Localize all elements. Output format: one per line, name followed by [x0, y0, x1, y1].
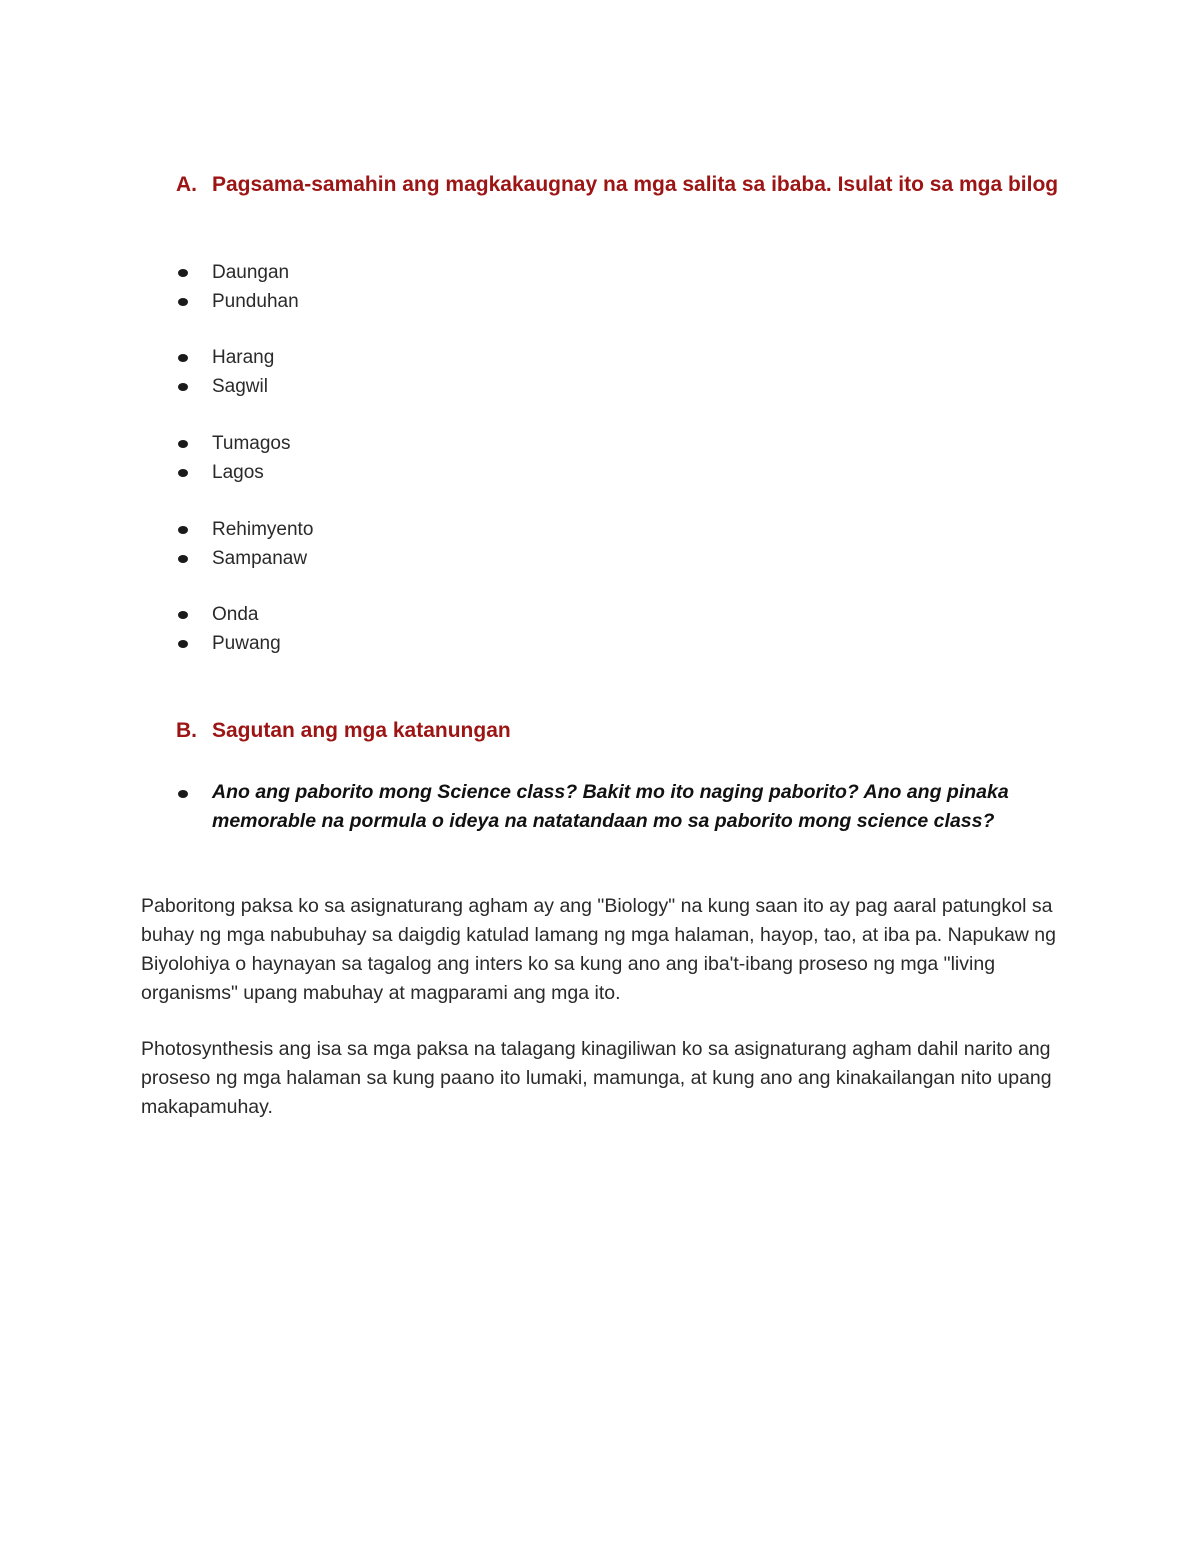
word-label: Harang	[212, 347, 275, 368]
word-label: Tumagos	[212, 433, 291, 454]
bullet-icon	[178, 611, 188, 619]
word-label: Sampanaw	[212, 547, 308, 569]
bullet-icon	[178, 555, 188, 563]
section-a-title: Pagsama-samahin ang magkakaugnay na mga salita sa ibaba. Isulat ito sa mga bilog	[212, 173, 1059, 196]
question-item	[176, 778, 1076, 836]
question-text: Ano ang paborito mong Science class? Bakit mo ito naging paborito? Ano ang pinaka memorable na pormula o ideya na natatandaan mo sa paborito mong science class?	[212, 781, 1009, 832]
bullet-icon	[178, 354, 188, 362]
word-group-4	[176, 516, 1076, 573]
list-item	[176, 459, 1076, 488]
bullet-icon	[178, 298, 188, 306]
bullet-icon	[178, 383, 188, 391]
word-group-5	[176, 601, 1076, 658]
word-label: Puwang	[212, 632, 281, 654]
bullet-icon	[178, 269, 188, 277]
bullet-icon	[178, 640, 188, 648]
word-label: Punduhan	[212, 290, 299, 312]
list-item	[176, 545, 1076, 574]
list-item	[176, 430, 1076, 459]
word-group-2	[176, 344, 1076, 401]
word-label: Daungan	[212, 262, 290, 283]
bullet-icon	[178, 790, 188, 798]
section-b-letter: B.	[176, 719, 197, 742]
section-a-letter: A.	[176, 173, 197, 196]
word-group-3	[176, 430, 1076, 487]
section-a-heading	[176, 169, 1076, 201]
word-label: Sagwil	[212, 375, 268, 397]
word-label: Onda	[212, 604, 259, 625]
answer-paragraph-2: Photosynthesis ang isa sa mga paksa na talagang kinagiliwan ko sa asignaturang agham dahil narito ang proseso ng mga halaman sa kung paano ito lumaki, mamunga, at kung ano ang kinakailangan nito upang makapamuhay.	[141, 1038, 1052, 1118]
section-b-heading	[176, 715, 1076, 747]
bullet-icon	[178, 526, 188, 534]
list-item	[176, 288, 1076, 317]
bullet-icon	[178, 440, 188, 448]
answer-paragraph-1: Paboritong paksa ko sa asignaturang agham ay ang "Biology" na kung saan ito ay pag aaral patungkol sa buhay ng mga nabubuhay sa daigdig katulad lamang ng mga halaman, hayop, tao, at iba pa. Napukaw ng Biyolohiya o haynayan sa tagalog ang inters ko sa kung ano ang iba't-ibang proseso ng mga "living organisms" upang mabuhay at magparami ang mga ito.	[141, 895, 1056, 1004]
list-item	[176, 516, 1076, 545]
list-item	[176, 344, 1076, 373]
section-b-title: Sagutan ang mga katanungan	[212, 719, 511, 742]
list-item	[176, 259, 1076, 288]
list-item	[176, 373, 1076, 402]
list-item	[176, 630, 1076, 659]
word-label: Rehimyento	[212, 519, 314, 540]
word-label: Lagos	[212, 461, 264, 483]
word-group-1	[176, 259, 1076, 316]
list-item	[176, 601, 1076, 630]
bullet-icon	[178, 469, 188, 477]
